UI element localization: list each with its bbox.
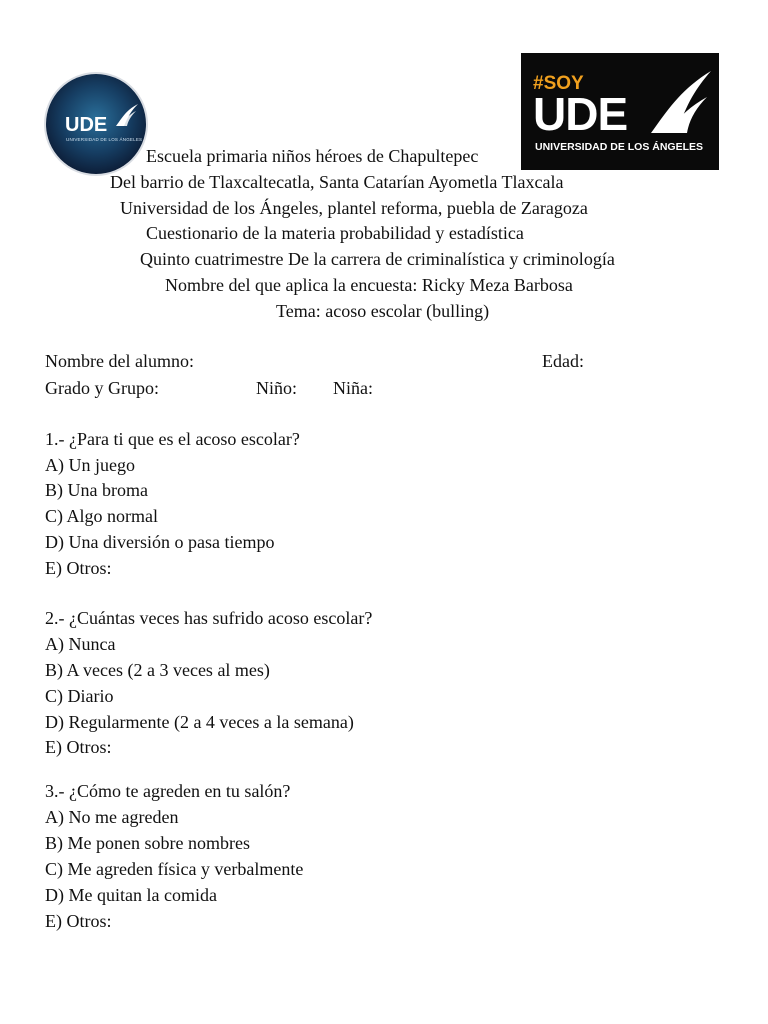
question-1-option-a: A) Un juego — [45, 455, 135, 475]
question-2: 2.- ¿Cuántas veces has sufrido acoso escolar? — [45, 608, 373, 628]
udea-wing-icon — [649, 67, 713, 137]
question-3-option-a: A) No me agreden — [45, 807, 179, 827]
question-2-option-e: E) Otros: — [45, 737, 112, 757]
udea-logo-left — [46, 74, 146, 174]
question-2-option-b: B) A veces (2 a 3 veces al mes) — [45, 660, 270, 680]
udea-wing-icon — [114, 102, 140, 128]
question-3-option-d: D) Me quitan la comida — [45, 885, 217, 905]
header-subject: Cuestionario de la materia probabilidad y estadística — [146, 223, 524, 243]
field-student-name: Nombre del alumno: — [45, 351, 194, 371]
field-boy: Niño: — [256, 378, 298, 398]
question-1-option-e: E) Otros: — [45, 558, 112, 578]
question-3-option-e: E) Otros: — [45, 911, 112, 931]
header-applicant: Nombre del que aplica la encuesta: Ricky Meza Barbosa — [165, 275, 573, 295]
logo-right-brand: UDE — [533, 88, 628, 140]
header-school: Escuela primaria niños héroes de Chapultepec — [146, 146, 479, 166]
field-age: Edad: — [542, 351, 584, 371]
question-2-option-d: D) Regularmente (2 a 4 veces a la semana) — [45, 712, 354, 732]
question-1-option-d: D) Una diversión o pasa tiempo — [45, 532, 275, 552]
question-3-option-b: B) Me ponen sobre nombres — [45, 833, 250, 853]
question-2-option-a: A) Nunca — [45, 634, 116, 654]
header-term: Quinto cuatrimestre De la carrera de criminalística y criminología — [140, 249, 615, 269]
field-grade-group: Grado y Grupo: — [45, 378, 159, 398]
question-1: 1.- ¿Para ti que es el acoso escolar? — [45, 429, 300, 449]
field-girl: Niña: — [333, 378, 373, 398]
header-address: Del barrio de Tlaxcaltecatla, Santa Catarían Ayometla Tlaxcala — [110, 172, 564, 192]
header-topic: Tema: acoso escolar (bulling) — [276, 301, 490, 321]
question-1-option-c: C) Algo normal — [45, 506, 158, 526]
logo-left-subtitle: UNIVERSIDAD DE LOS ÁNGELES — [66, 137, 143, 142]
logo-right-tagline: #SOY — [533, 73, 584, 94]
header-university: Universidad de los Ángeles, plantel reforma, puebla de Zaragoza — [120, 198, 588, 218]
question-2-option-c: C) Diario — [45, 686, 114, 706]
logo-right-name: UNIVERSIDAD DE LOS ÁNGELES — [535, 141, 704, 153]
question-3-option-c: C) Me agreden física y verbalmente — [45, 859, 304, 879]
question-3: 3.- ¿Cómo te agreden en tu salón? — [45, 781, 291, 801]
question-1-option-b: B) Una broma — [45, 480, 148, 500]
logo-left-brand: UDE — [65, 114, 108, 136]
